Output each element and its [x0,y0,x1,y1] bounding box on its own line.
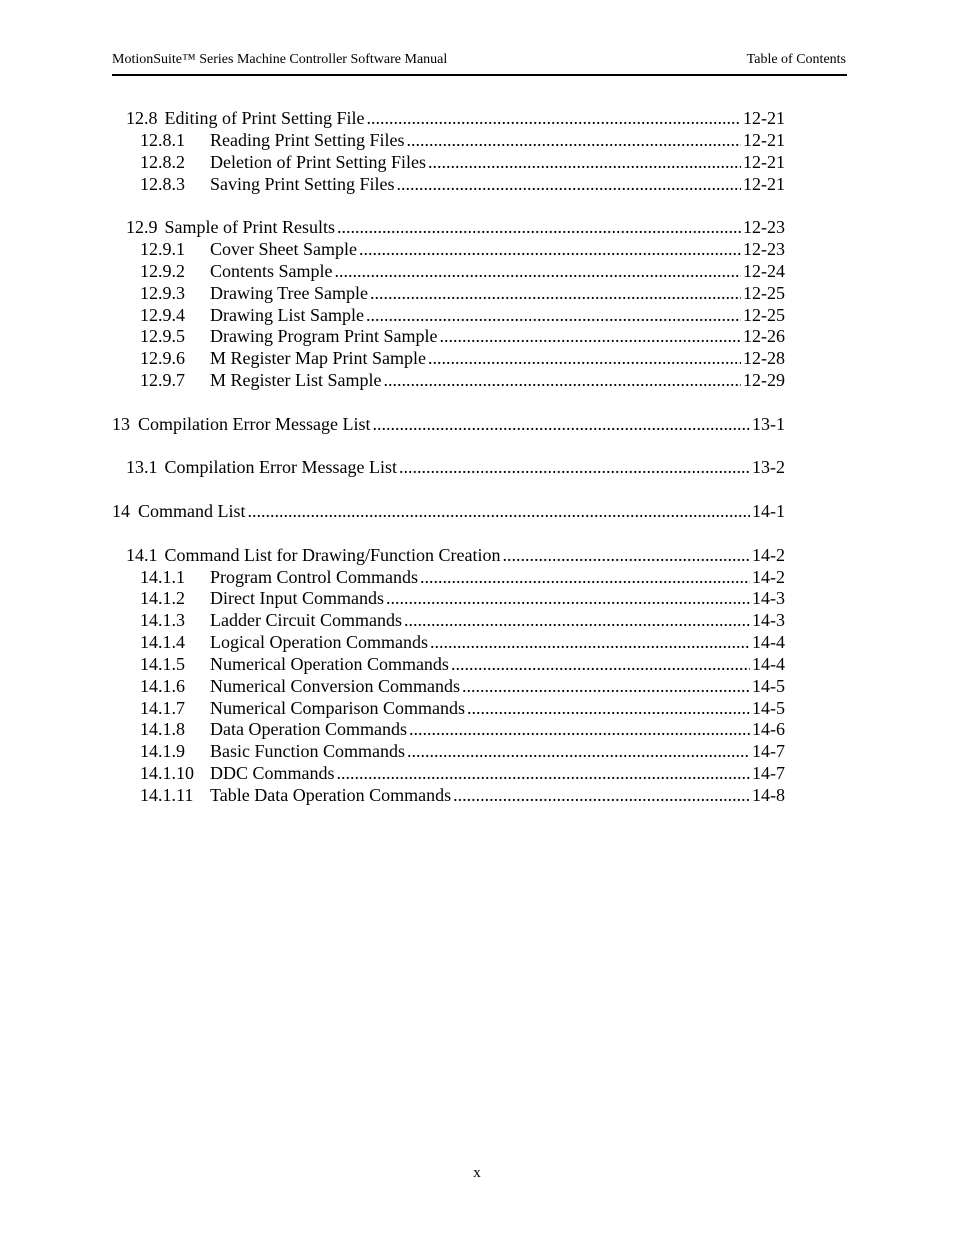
toc-entry-page: 12-28 [743,348,785,368]
toc-entry[interactable] [140,740,785,762]
dot-leader [404,609,750,631]
toc-entry[interactable] [140,325,785,347]
toc-entry[interactable] [140,151,785,173]
toc-entry-number: 14 [112,501,130,521]
toc-entry-title: Drawing Tree Sample [210,283,368,303]
toc-entry-page: 14-5 [752,698,785,718]
toc-entry-number: 14.1 [126,545,158,565]
dot-leader [502,544,750,566]
dot-leader [428,151,741,173]
dot-leader [409,718,750,740]
toc-entry[interactable] [140,653,785,675]
page-number: x [473,1165,481,1181]
toc-entry[interactable] [140,631,785,653]
toc-entry-title: Drawing List Sample [210,305,364,325]
toc-entry-title: Sample of Print Results [164,217,335,237]
toc-entry-title: Logical Operation Commands [210,632,428,652]
toc-entry-title: Compilation Error Message List [138,414,371,434]
toc-entry-page: 14-5 [752,676,785,696]
toc-entry-page: 13-1 [752,414,785,434]
dot-leader [407,129,741,151]
toc-entry-title: Command List [138,501,246,521]
toc-entry-page: 12-23 [743,239,785,259]
toc-entry-title: Numerical Comparison Commands [210,698,465,718]
toc-entry[interactable] [140,304,785,326]
toc-entry-page: 14-4 [752,632,785,652]
toc-entry-number: 13.1 [126,457,158,477]
toc-entry-number: 12.8.1 [140,130,185,150]
dot-leader [462,675,750,697]
toc-entry-title: Basic Function Commands [210,741,405,761]
toc-entry[interactable] [140,238,785,260]
toc-entry-title: Saving Print Setting Files [210,174,395,194]
dot-leader [428,347,741,369]
toc-entry[interactable] [126,107,785,129]
toc-entry-page: 14-7 [752,763,785,783]
toc-entry-title: Command List for Drawing/Function Creation [164,545,501,565]
toc-entry-title: Deletion of Print Setting Files [210,152,426,172]
toc-entry-title: Cover Sheet Sample [210,239,357,259]
toc-entry-page: 12-24 [743,261,785,281]
toc-entry-page: 14-1 [752,501,785,521]
toc-entry[interactable] [140,762,785,784]
toc-entry-title: Editing of Print Setting File [164,108,365,128]
dot-leader [420,566,750,588]
toc-entry[interactable] [140,697,785,719]
toc-entry-page: 12-26 [743,326,785,346]
toc-entry-number: 12.9.7 [140,370,185,390]
dot-leader [386,587,750,609]
toc-entry[interactable] [112,500,785,522]
toc-entry-number: 14.1.3 [140,610,185,630]
dot-leader [383,369,741,391]
toc-entry[interactable] [112,413,785,435]
toc-entry-number: 12.9.6 [140,348,185,368]
toc-entry-page: 12-29 [743,370,785,390]
dot-leader [370,282,741,304]
toc-entry-page: 14-2 [752,545,785,565]
toc-entry-number: 12.8.2 [140,152,185,172]
toc-entry[interactable] [140,675,785,697]
toc-entry-title: Program Control Commands [210,567,418,587]
toc-entry-title: Numerical Conversion Commands [210,676,460,696]
toc-entry[interactable] [140,282,785,304]
toc-entry-number: 14.1.7 [140,698,185,718]
toc-entry[interactable] [140,369,785,391]
dot-leader [397,173,741,195]
toc-entry-page: 14-4 [752,654,785,674]
toc-entry-page: 14-2 [752,567,785,587]
toc-entry-page: 14-3 [752,610,785,630]
dot-leader [399,456,750,478]
toc-entry-page: 12-21 [743,130,785,150]
toc-entry-page: 14-7 [752,741,785,761]
dot-leader [359,238,741,260]
toc-entry-number: 12.9.3 [140,283,185,303]
toc-entry-number: 12.8.3 [140,174,185,194]
toc-entry[interactable] [126,216,785,238]
toc-entry-title: Data Operation Commands [210,719,407,739]
toc-entry-number: 13 [112,414,130,434]
dot-leader [407,740,750,762]
toc-entry-page: 12-25 [743,305,785,325]
toc-entry-number: 14.1.11 [140,785,194,805]
toc-entry-number: 14.1.10 [140,763,194,783]
toc-entry-number: 14.1.1 [140,567,185,587]
toc-entry[interactable] [140,587,785,609]
toc-entry-number: 14.1.8 [140,719,185,739]
header-section-title: Table of Contents [746,52,846,67]
dot-leader [430,631,750,653]
toc-entry[interactable] [140,173,785,195]
dot-leader [366,304,741,326]
toc-entry[interactable] [126,456,785,478]
dot-leader [337,762,750,784]
toc-entry-number: 14.1.5 [140,654,185,674]
toc-entry-page: 14-8 [752,785,785,805]
toc-entry-title: Ladder Circuit Commands [210,610,402,630]
dot-leader [248,500,751,522]
toc-entry[interactable] [140,566,785,588]
dot-leader [337,216,741,238]
toc-entry-title: Direct Input Commands [210,588,384,608]
header-rule [112,74,847,76]
toc-entry-page: 12-21 [743,152,785,172]
toc-entry-number: 12.9.1 [140,239,185,259]
toc-entry-number: 12.8 [126,108,158,128]
toc-entry-number: 14.1.2 [140,588,185,608]
toc-entry-title: Reading Print Setting Files [210,130,405,150]
toc-entry-title: Contents Sample [210,261,333,281]
dot-leader [367,107,741,129]
dot-leader [451,653,750,675]
dot-leader [439,325,741,347]
toc-entry-page: 13-2 [752,457,785,477]
dot-leader [372,413,750,435]
toc-entry-page: 12-21 [743,174,785,194]
page-header [112,52,846,70]
toc-entry-number: 12.9.2 [140,261,185,281]
dot-leader [467,697,750,719]
toc-entry-page: 12-21 [743,108,785,128]
toc-entry-title: DDC Commands [210,763,335,783]
toc-entry-title: Drawing Program Print Sample [210,326,438,346]
toc-entry-number: 14.1.4 [140,632,185,652]
dot-leader [453,784,750,806]
toc-entry-number: 14.1.6 [140,676,185,696]
toc-entry-number: 12.9 [126,217,158,237]
toc-entry[interactable] [140,609,785,631]
toc-entry-title: Numerical Operation Commands [210,654,449,674]
toc-entry[interactable] [140,129,785,151]
toc-entry-title: M Register List Sample [210,370,382,390]
toc-entry-number: 14.1.9 [140,741,185,761]
toc-entry-title: Compilation Error Message List [164,457,397,477]
toc-entry[interactable] [140,718,785,740]
toc-entry-number: 12.9.4 [140,305,185,325]
toc-entry-number: 12.9.5 [140,326,185,346]
toc-entry-title: M Register Map Print Sample [210,348,426,368]
toc-entry-title: Table Data Operation Commands [210,785,452,805]
toc-entry-page: 12-25 [743,283,785,303]
toc-entry-page: 12-23 [743,217,785,237]
toc-entry[interactable] [140,347,785,369]
toc-entry[interactable] [140,784,785,806]
dot-leader [335,260,742,282]
toc-entry-page: 14-6 [752,719,785,739]
toc-entry[interactable] [126,544,785,566]
toc-entry-page: 14-3 [752,588,785,608]
toc-entry[interactable] [140,260,785,282]
header-manual-title: MotionSuite™ Series Machine Controller Software Manual [112,52,448,67]
